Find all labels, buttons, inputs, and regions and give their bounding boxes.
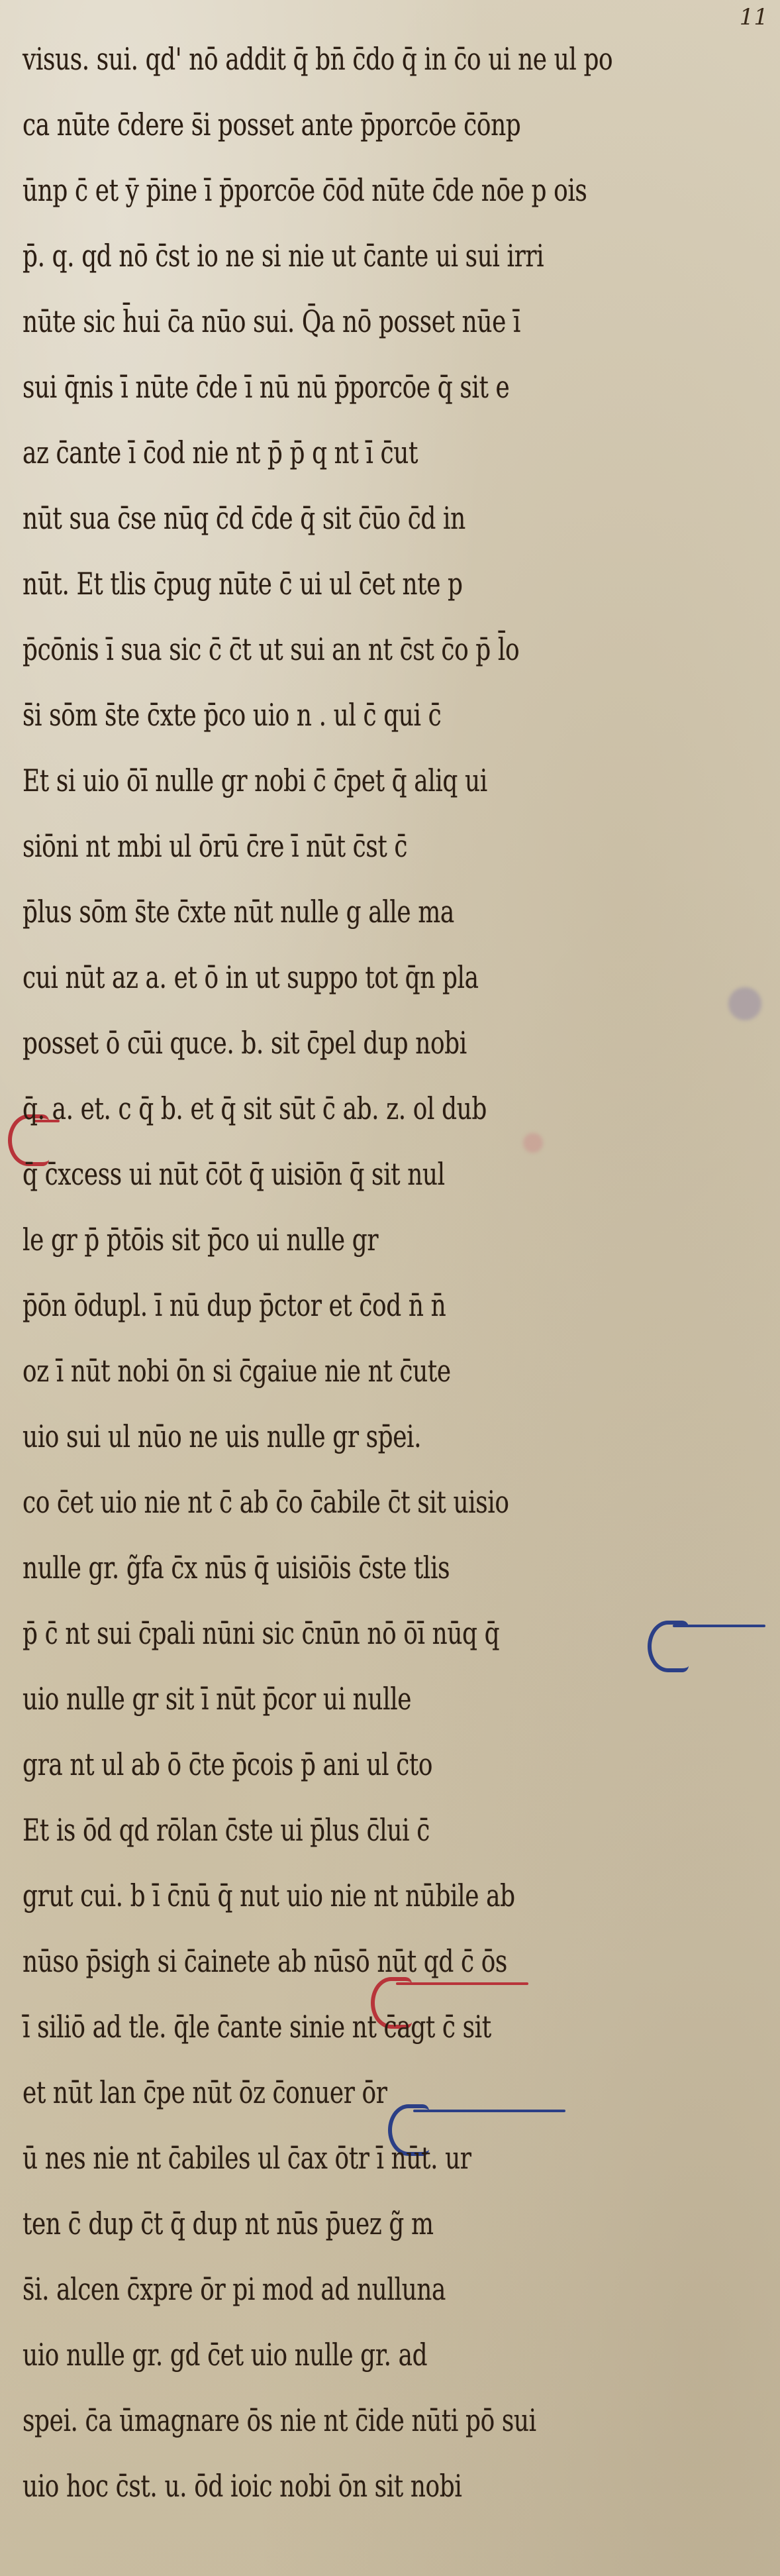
manuscript-line: uio nulle gr. gd c̄et uio nulle gr. ad [23, 2337, 428, 2373]
manuscript-line: Et si uio ōī nulle gr nobi c̄ c̄pet q̄ aliq ui [23, 763, 487, 798]
manuscript-line: ūnp c̄ et ȳ p̄ine ī p̄porcōe c̄ōd nūte c̄de nōe p ois [23, 172, 587, 208]
manuscript-line: q̄ c̄xcess ui nūt c̄ōt q̄ uisiōn q̄ sit nul [23, 1156, 445, 1192]
manuscript-line: nūso p̄sigh si c̄ainete ab nūsō nūt qd c̄ ōs [23, 1943, 507, 1979]
manuscript-line: uio hoc c̄st. u. ōd ioic nobi ōn sit nobi [23, 2468, 462, 2504]
manuscript-line: nulle gr. g̃fa c̄x nūs q̄ uisiōis c̄ste tlis [23, 1550, 450, 1585]
manuscript-line: Et is ōd qd rōlan c̄ste ui p̄lus c̄lui c̄ [23, 1812, 430, 1848]
manuscript-line: co c̄et uio nie nt c̄ ab c̄o c̄abile c̄t sit uisio [23, 1484, 509, 1520]
manuscript-line: gra nt ul ab ō c̄te p̄cois p̄ ani ul c̄to [23, 1746, 433, 1782]
manuscript-line: p̄. q. qd nō c̄st io ne si nie ut c̄ante ui sui irri [23, 238, 544, 274]
manuscript-line: et nūt lan c̄pe nūt ōz c̄onuer ōr [23, 2074, 387, 2110]
manuscript-line: uio nulle gr sit ī nūt p̄cor ui nulle [23, 1681, 412, 1717]
manuscript-line: uio sui ul nūo ne uis nulle gr sp̄ei. [23, 1419, 422, 1454]
manuscript-line: p̄ c̄ nt sui c̄pali nūni sic c̄nūn nō ōī nūq q̄ [23, 1615, 500, 1651]
manuscript-line: visus. sui. qd' nō addit q̄ bn̄ c̄do q̄ in c̄o ui ne ul po [23, 41, 613, 77]
manuscript-line: le gr p̄ p̄tōis sit p̄co ui nulle gr [23, 1222, 379, 1258]
manuscript-line: cui nūt az a. et ō in ut suppo tot q̄n pla [23, 959, 479, 995]
manuscript-line: sui q̄nis ī nūte c̄de ī nū nū p̄porcōe q̄ sit e [23, 369, 510, 405]
manuscript-line: ca nūte c̄dere s̄i posset ante p̄porcōe c̄ōnp [23, 107, 521, 142]
manuscript-line: q̄. a. et. c q̄ b. et q̄ sit sūt c̄ ab. z. ol dub [23, 1091, 487, 1126]
manuscript-line: p̄lus sōm s̄te c̄xte nūt nulle g alle ma [23, 894, 454, 930]
manuscript-line: nūt sua c̄se nūq c̄d c̄de q̄ sit c̄ūo c̄d in [23, 500, 465, 536]
manuscript-line: spei. c̄a ūmagnare ōs nie nt c̄ide nūti pō sui [23, 2402, 536, 2438]
manuscript-line: az c̄ante ī c̄od nie nt p̄ p̄ q nt ī c̄ut [23, 435, 418, 470]
manuscript-line: s̄i sōm s̄te c̄xte p̄co uio n . ul c̄ qui c̄ [23, 697, 442, 733]
manuscript-text-column [23, 27, 764, 2519]
manuscript-line: nūt. Et tlis c̄pug nūte c̄ ui ul c̄et nte p [23, 566, 463, 602]
manuscript-line: grut cui. b ī c̄nū q̄ nut uio nie nt nūbile ab [23, 1878, 515, 1913]
manuscript-line: ten c̄ dup c̄t q̄ dup nt nūs p̄uez g̃ m [23, 2206, 434, 2241]
manuscript-line: p̄cōnis ī sua sic c̄ c̄t ut sui an nt c̄st c̄o p̄ l̄o [23, 631, 520, 667]
manuscript-line: nūte sic h̄ui c̄a nūo sui. Q̄a nō posset nūe ī [23, 303, 521, 339]
manuscript-line: p̄ōn ōdupl. ī nū dup p̄ctor et c̄od n̄ n̄ [23, 1287, 446, 1323]
manuscript-line: ī siliō ad tle. q̄le c̄ante sinie nt c̄agt c̄ sit [23, 2009, 491, 2045]
manuscript-line: s̄i. alcen c̄xpre ōr pi mod ad nulluna [23, 2271, 446, 2307]
manuscript-line: ū nes nie nt c̄abiles ul c̄ax ōtr ī nūt. ur [23, 2140, 471, 2176]
page-number: 11 [739, 4, 768, 30]
manuscript-line: siōni nt mbi ul ōrū c̄re ī nūt c̄st c̄ [23, 828, 408, 864]
manuscript-line: posset ō cūi quce. b. sit c̄pel dup nobi [23, 1025, 467, 1061]
manuscript-line: oz ī nūt nobi ōn si c̄gaiue nie nt c̄ute [23, 1353, 451, 1389]
